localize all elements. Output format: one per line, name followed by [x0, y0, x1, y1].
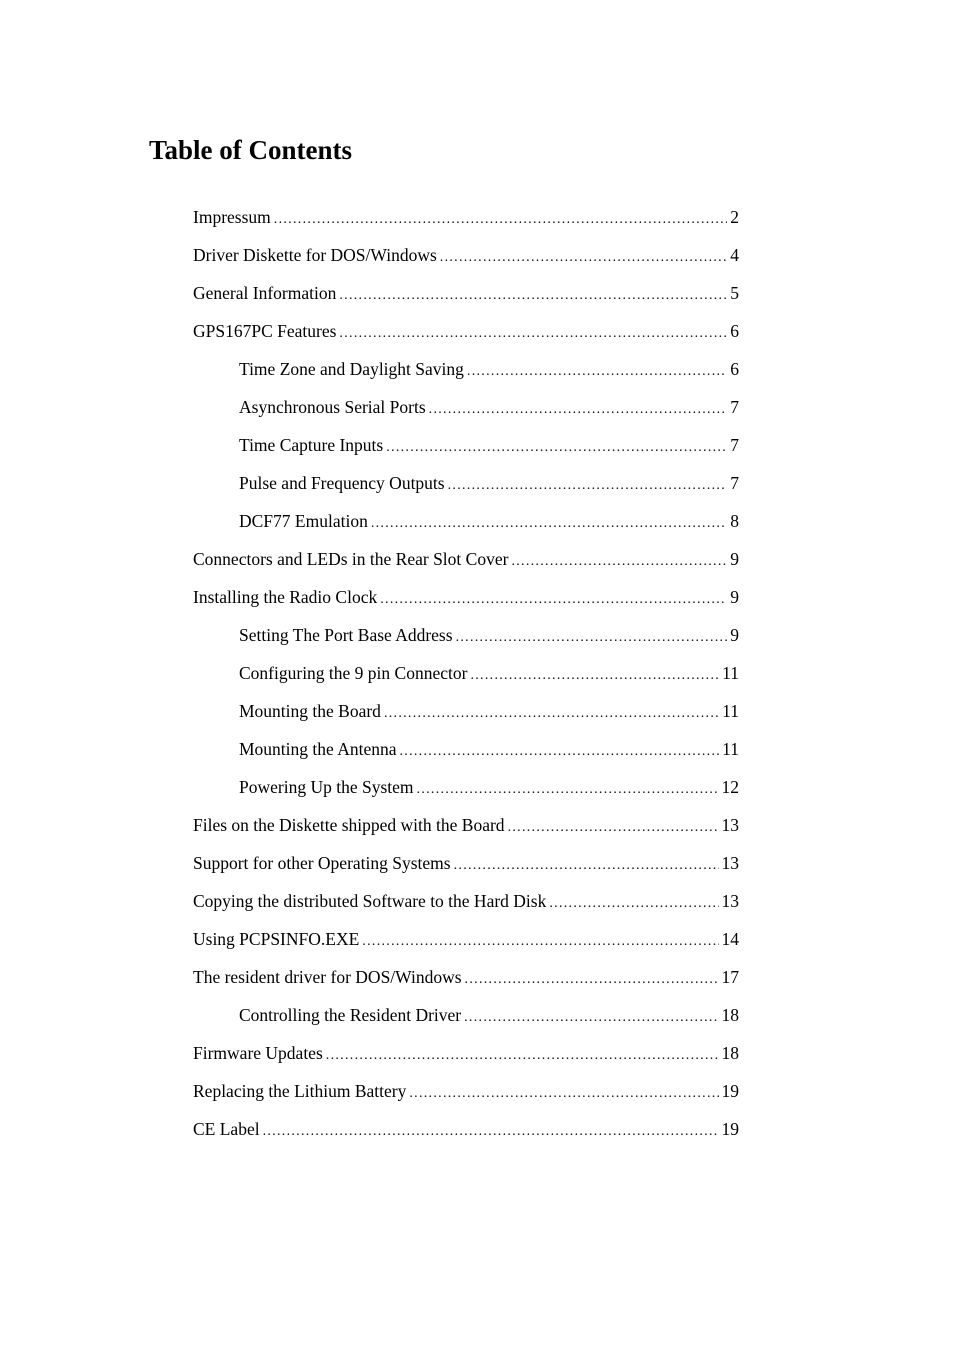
toc-entry-mounting-antenna[interactable] — [193, 730, 739, 768]
toc-entry-label: Setting The Port Base Address — [239, 625, 453, 645]
toc-dot-leader — [339, 277, 727, 315]
toc-dot-leader — [362, 923, 718, 961]
toc-entry-mounting-board[interactable] — [193, 692, 739, 730]
toc-entry-copying-software[interactable] — [193, 882, 739, 920]
toc-entry-label: Mounting the Antenna — [239, 739, 397, 759]
toc-entry-label: Driver Diskette for DOS/Windows — [193, 245, 437, 265]
toc-entry-9-pin-connector[interactable] — [193, 654, 739, 692]
toc-entry-pulse-outputs[interactable] — [193, 464, 739, 502]
toc-page-number: 7 — [730, 397, 739, 417]
toc-entry-impressum[interactable] — [193, 198, 739, 236]
toc-dot-leader — [511, 543, 727, 581]
toc-page-number: 6 — [730, 321, 739, 341]
toc-entry-label: Copying the distributed Software to the Hard Disk — [193, 891, 547, 911]
toc-entry-label: Time Capture Inputs — [239, 435, 384, 455]
toc-page-number: 12 — [721, 777, 739, 797]
toc-dot-leader — [456, 619, 728, 657]
table-of-contents — [193, 198, 739, 1148]
toc-entry-label: Controlling the Resident Driver — [239, 1005, 462, 1025]
toc-dot-leader — [549, 885, 718, 923]
toc-entry-label: CE Label — [193, 1119, 260, 1139]
toc-entry-time-zone[interactable] — [193, 350, 739, 388]
toc-entry-using-pcpsinfo[interactable] — [193, 920, 739, 958]
toc-entry-label: Replacing the Lithium Battery — [193, 1081, 407, 1101]
toc-entry-label: Configuring the 9 pin Connector — [239, 663, 468, 683]
toc-dot-leader — [263, 1113, 719, 1151]
toc-page-number: 17 — [721, 967, 739, 987]
toc-page-number: 6 — [730, 359, 739, 379]
toc-page-number: 9 — [730, 625, 739, 645]
toc-entry-time-capture-inputs[interactable] — [193, 426, 739, 464]
toc-page-number: 5 — [730, 283, 739, 303]
toc-dot-leader — [465, 961, 719, 999]
toc-entry-label: Firmware Updates — [193, 1043, 323, 1063]
toc-page-number: 8 — [730, 511, 739, 531]
toc-entry-firmware-updates[interactable] — [193, 1034, 739, 1072]
toc-dot-leader — [409, 1075, 718, 1113]
toc-dot-leader — [386, 429, 727, 467]
toc-entry-label: Impressum — [193, 207, 271, 227]
toc-page-number: 9 — [730, 587, 739, 607]
toc-entry-diskette-files[interactable] — [193, 806, 739, 844]
toc-dot-leader — [384, 695, 719, 733]
toc-entry-label: DCF77 Emulation — [239, 511, 368, 531]
toc-dot-leader — [454, 847, 719, 885]
toc-page-number: 19 — [721, 1119, 739, 1139]
toc-dot-leader — [326, 1037, 719, 1075]
toc-entry-powering-up[interactable] — [193, 768, 739, 806]
toc-page-number: 13 — [721, 891, 739, 911]
toc-entry-controlling-driver[interactable] — [193, 996, 739, 1034]
toc-page-number: 4 — [730, 245, 739, 265]
toc-entry-lithium-battery[interactable] — [193, 1072, 739, 1110]
toc-entry-general-information[interactable] — [193, 274, 739, 312]
toc-entry-gps167pc-features[interactable] — [193, 312, 739, 350]
toc-entry-connectors-leds[interactable] — [193, 540, 739, 578]
toc-entry-label: Using PCPSINFO.EXE — [193, 929, 360, 949]
toc-entry-label: Pulse and Frequency Outputs — [239, 473, 445, 493]
toc-page-number: 7 — [730, 473, 739, 493]
toc-page-number: 11 — [722, 663, 739, 683]
toc-entry-label: General Information — [193, 283, 337, 303]
toc-dot-leader — [467, 353, 727, 391]
toc-entry-label: GPS167PC Features — [193, 321, 337, 341]
toc-page-number: 7 — [730, 435, 739, 455]
toc-dot-leader — [464, 999, 718, 1037]
toc-entry-label: The resident driver for DOS/Windows — [193, 967, 462, 987]
toc-entry-dcf77-emulation[interactable] — [193, 502, 739, 540]
toc-dot-leader — [470, 657, 719, 695]
toc-entry-other-os-support[interactable] — [193, 844, 739, 882]
toc-entry-label: Powering Up the System — [239, 777, 414, 797]
toc-entry-serial-ports[interactable] — [193, 388, 739, 426]
toc-page-number: 13 — [721, 853, 739, 873]
toc-dot-leader — [417, 771, 719, 809]
toc-entry-label: Connectors and LEDs in the Rear Slot Cover — [193, 549, 509, 569]
toc-entry-label: Time Zone and Daylight Saving — [239, 359, 464, 379]
toc-entry-resident-driver[interactable] — [193, 958, 739, 996]
toc-page-number: 19 — [721, 1081, 739, 1101]
toc-page-number: 11 — [722, 701, 739, 721]
toc-dot-leader — [440, 239, 727, 277]
toc-dot-leader — [429, 391, 728, 429]
toc-page-number: 18 — [721, 1005, 739, 1025]
toc-entry-label: Mounting the Board — [239, 701, 381, 721]
toc-page-number: 14 — [721, 929, 739, 949]
toc-dot-leader — [399, 733, 719, 771]
toc-entry-label: Support for other Operating Systems — [193, 853, 451, 873]
toc-page-number: 13 — [721, 815, 739, 835]
toc-dot-leader — [371, 505, 727, 543]
toc-entry-label: Files on the Diskette shipped with the Board — [193, 815, 505, 835]
toc-dot-leader — [448, 467, 728, 505]
toc-dot-leader — [274, 201, 727, 239]
toc-page-number: 9 — [730, 549, 739, 569]
toc-entry-label: Installing the Radio Clock — [193, 587, 378, 607]
toc-entry-installing-radio-clock[interactable] — [193, 578, 739, 616]
toc-page-number: 18 — [721, 1043, 739, 1063]
toc-page-number: 11 — [722, 739, 739, 759]
toc-entry-port-base-address[interactable] — [193, 616, 739, 654]
toc-dot-leader — [508, 809, 719, 847]
toc-entry-label: Asynchronous Serial Ports — [239, 397, 426, 417]
toc-dot-leader — [339, 315, 727, 353]
page-title: Table of Contents — [149, 135, 353, 165]
toc-page-number: 2 — [730, 207, 739, 227]
toc-entry-driver-diskette[interactable] — [193, 236, 739, 274]
toc-dot-leader — [380, 581, 727, 619]
toc-entry-ce-label[interactable] — [193, 1110, 739, 1148]
